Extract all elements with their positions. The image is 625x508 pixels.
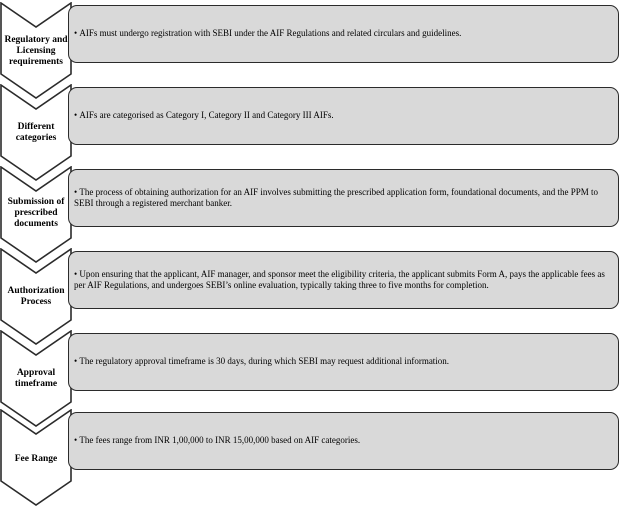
step-authorization <box>0 248 625 329</box>
step-label: Approval timeframe <box>14 368 58 389</box>
step-description: • AIFs must undergo registration with SEBI under the AIF Regulations and related circulars and guidelines. <box>74 28 461 40</box>
step-description-box <box>68 169 619 227</box>
step-description-box <box>68 87 619 145</box>
step-label: Authorization Process <box>7 286 65 307</box>
step-description-box <box>68 333 619 391</box>
step-label: Different categories <box>15 122 57 143</box>
step-approval <box>0 330 625 411</box>
step-label: Submission of prescribed documents <box>7 197 65 229</box>
step-fee-range <box>0 409 625 508</box>
step-description: • Upon ensuring that the applicant, AIF manager, and sponsor meet the eligibility criteria, the applicant submits Form A, pays the applicable fees as per AIF Regulations, and undergoes SEBI’s online evaluation, typically taking three to five months for completion. <box>74 269 610 292</box>
step-label: Regulatory and Licensing requirements <box>4 35 68 67</box>
step-regulatory <box>0 2 625 83</box>
step-description: • AIFs are categorised as Category I, Category II and Category III AIFs. <box>74 110 334 122</box>
step-label: Fee Range <box>14 454 58 464</box>
step-submission <box>0 166 625 247</box>
step-description-box <box>68 412 619 470</box>
step-description: • The regulatory approval timeframe is 30 days, during which SEBI may request additional information. <box>74 356 449 368</box>
step-description-box <box>68 5 619 63</box>
step-description: • The fees range from INR 1,00,000 to INR 15,00,000 based on AIF categories. <box>74 435 360 447</box>
step-categories <box>0 84 625 165</box>
step-description-box <box>68 251 619 309</box>
step-description: • The process of obtaining authorization for an AIF involves submitting the prescribed application form, foundational documents, and the PPM to SEBI through a registered merchant banker. <box>74 187 610 210</box>
